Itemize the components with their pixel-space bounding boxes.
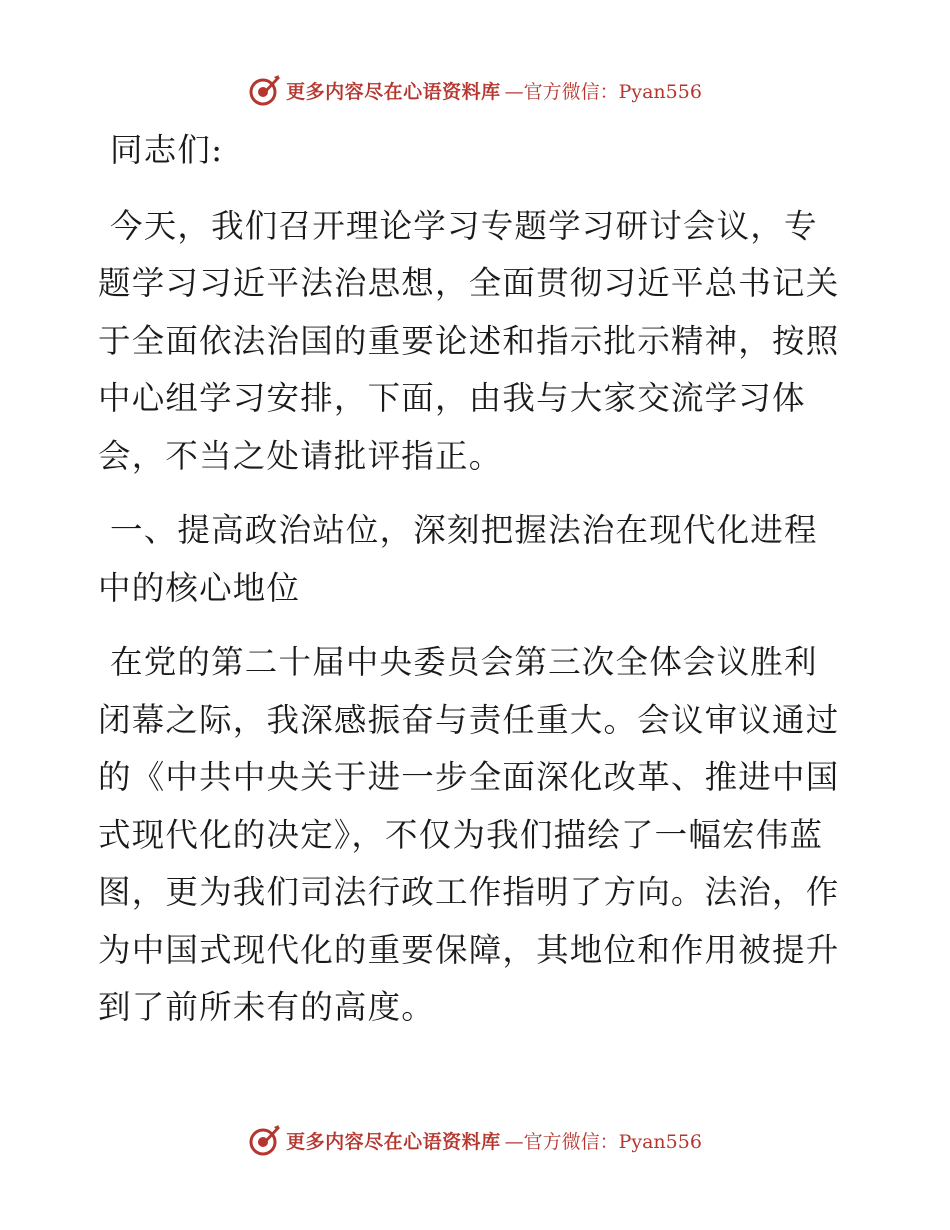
header-watermark-banner bbox=[0, 70, 950, 110]
quill-logo-icon bbox=[248, 1123, 282, 1157]
banner-contact: —官方微信：Pyan556 bbox=[504, 80, 702, 103]
document-body bbox=[98, 122, 850, 1037]
banner-contact: —官方微信：Pyan556 bbox=[504, 1130, 702, 1153]
salutation: 同志们: bbox=[110, 131, 224, 169]
intro-paragraph: 今天，我们召开理论学习专题学习研讨会议，专题学习习近平法治思想，全面贯彻习近平总书记关于全面依法治国的重要论述和指示批示精神，按照中心组学习安排，下面，由我与大家交流学习体会，不当之处请批评指正。 bbox=[98, 206, 840, 475]
section-paragraph: 在党的第二十届中央委员会第三次全体会议胜利闭幕之际，我深感振奋与责任重大。会议审议通过的《中共中央关于进一步全面深化改革、推进中国式现代化的决定》，不仅为我们描绘了一幅宏伟蓝图，更为我们司法行政工作指明了方向。法治，作为中国式现代化的重要保障，其地位和作用被提升到了前所未有的高度。 bbox=[98, 643, 840, 1026]
section-heading: 一、提高政治站位，深刻把握法治在现代化进程中的核心地位 bbox=[98, 511, 818, 607]
footer-watermark-banner bbox=[0, 1120, 950, 1160]
banner-title: 更多内容尽在心语资料库 bbox=[286, 1130, 501, 1153]
banner-title: 更多内容尽在心语资料库 bbox=[286, 80, 501, 103]
quill-logo-icon bbox=[248, 73, 282, 107]
